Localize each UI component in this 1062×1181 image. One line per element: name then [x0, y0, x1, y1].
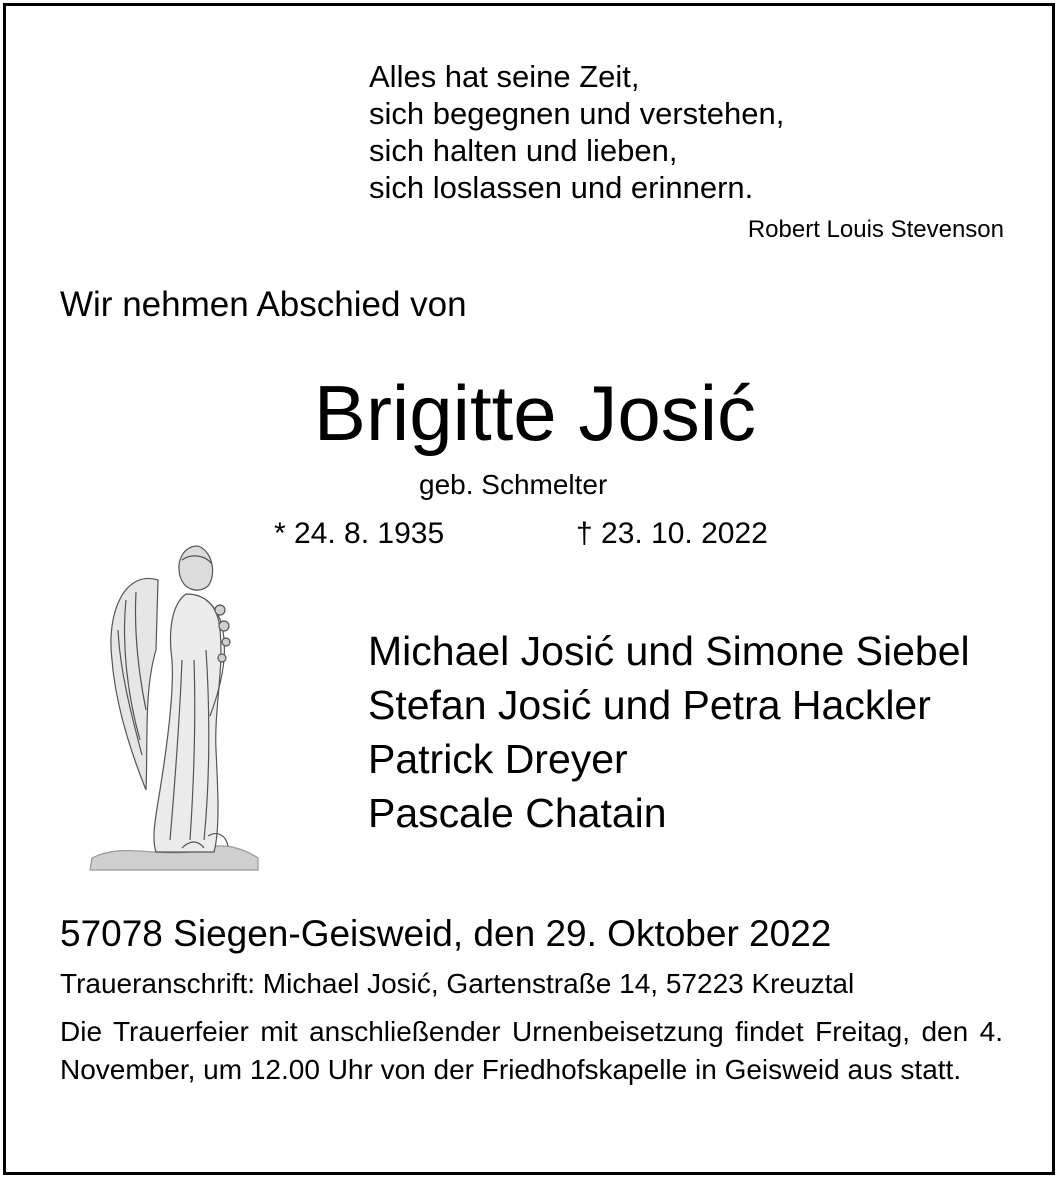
quote-line: sich begegnen und verstehen, [369, 96, 785, 131]
maiden-name: geb. Schmelter [419, 469, 608, 500]
quote-line: Alles hat seine Zeit, [369, 59, 640, 94]
mourner: Pascale Chatain [368, 790, 667, 836]
service-notice: Die Trauerfeier mit anschließender Urnenbeisetzung findet Freitag, den 4. November, um 12.00 Uhr von der Friedhofskapelle in Geisweid aus statt. [60, 1016, 1003, 1085]
quote [369, 58, 784, 206]
intro-text: Wir nehmen Abschied von [60, 285, 467, 324]
death-date: † 23. 10. 2022 [576, 517, 768, 550]
quote-author: Robert Louis Stevenson [747, 216, 1004, 243]
quote-line: sich loslassen und erinnern. [369, 170, 754, 205]
mourning-address: Traueranschrift: Michael Josić, Gartenstraße 14, 57223 Kreuztal [60, 968, 855, 999]
angel-illustration [86, 540, 262, 874]
mourner: Stefan Josić und Petra Hackler [368, 682, 931, 728]
quote-line: sich halten und lieben, [369, 133, 678, 168]
deceased-name: Brigitte Josić [313, 369, 757, 457]
mourners-list [368, 624, 970, 840]
birth-date: * 24. 8. 1935 [274, 517, 445, 550]
place-date: 57078 Siegen-Geisweid, den 29. Oktober 2022 [60, 913, 832, 954]
mourner: Patrick Dreyer [368, 736, 628, 782]
mourner: Michael Josić und Simone Siebel [368, 628, 970, 674]
